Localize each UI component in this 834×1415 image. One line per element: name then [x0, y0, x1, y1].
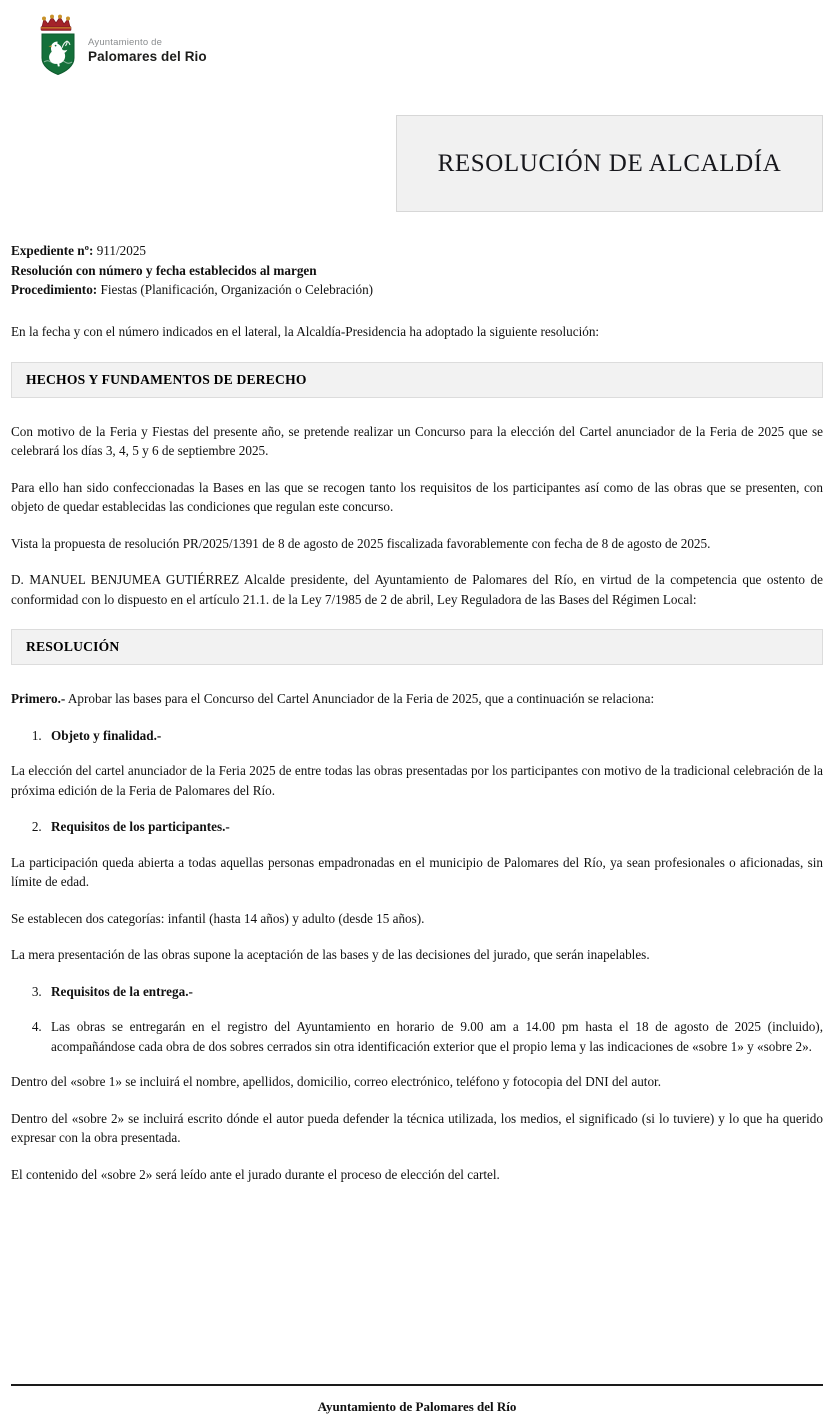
- objeto-finalidad-paragraph: La elección del cartel anunciador de la Feria 2025 de entre todas las obras presentadas por los participantes con motivo de la tradicional celebración de la próxima edición de la Feria de Palomares del Río.: [11, 763, 823, 798]
- page-footer: [11, 1384, 823, 1415]
- hechos-paragraph-3: Vista la propuesta de resolución PR/2025/1391 de 8 de agosto de 2025 fiscalizada favorablemente con fecha de 8 de agosto de 2025.: [11, 535, 711, 551]
- organization-prefix: Ayuntamiento de: [88, 36, 163, 48]
- list-item: 3. Requisitos de la entrega.-: [45, 982, 823, 1002]
- participantes-paragraph-3: La mera presentación de las obras supone la aceptación de las bases y de las decisiones del jurado, que serán inapelables.: [11, 947, 650, 962]
- hechos-paragraph-2: Para ello han sido confeccionadas la Bases en las que se recogen tanto los requisitos de los participantes así como de las obras que se presenten, con objeto de quedar establecidas las condiciones que regulan este concurso.: [11, 479, 823, 514]
- primero-text: Aprobar las bases para el Concurso del Cartel Anunciador de la Feria de 2025, que a continuación se relaciona:: [65, 691, 655, 706]
- hechos-paragraph-4: D. MANUEL BENJUMEA GUTIÉRREZ Alcalde presidente, del Ayuntamiento de Palomares del Río, en virtud de la competencia que ostento de conformidad con lo dispuesto en el artículo 21.1. de la Ley 7/1985 de 2 de abril, Ley Reguladora de las Bases del Régimen Local:: [11, 572, 823, 607]
- resolucion-primero: [11, 689, 823, 709]
- document-title-box: [396, 115, 823, 212]
- section-heading-hechos: HECHOS Y FUNDAMENTOS DE DERECHO: [11, 362, 823, 398]
- coat-of-arms-icon: [37, 14, 79, 76]
- section-heading-resolucion: RESOLUCIÓN: [11, 629, 823, 665]
- intro-paragraph: En la fecha y con el número indicados en el lateral, la Alcaldía-Presidencia ha adoptado la siguiente resolución:: [11, 324, 600, 339]
- bases-list-item-3-group: [11, 982, 823, 1002]
- metadata-procedimiento: [11, 280, 823, 300]
- sobre2-paragraph: Dentro del «sobre 2» se incluirá escrito dónde el autor pueda defender la técnica utilizada, los medios, el significado (si lo tuviere) y lo que ha querido expresar con la obra presentada.: [11, 1110, 823, 1145]
- sobre2-lectura-paragraph: El contenido del «sobre 2» será leído ante el jurado durante el proceso de elección del cartel.: [11, 1166, 500, 1182]
- letterhead: [11, 0, 823, 98]
- expediente-label: Expediente nº:: [11, 243, 94, 258]
- procedimiento-value: Fiestas (Planificación, Organización o Celebración): [100, 282, 374, 297]
- bases-list-item-1-group: [11, 726, 823, 746]
- list-item: 1. Objeto y finalidad.-: [45, 726, 823, 746]
- page-title: RESOLUCIÓN DE ALCALDÍA: [437, 149, 782, 177]
- metadata-expediente: [11, 241, 823, 261]
- organization-name-block: [88, 26, 207, 64]
- list-item: 4. Las obras se entregarán en el registro del Ayuntamiento en horario de 9.00 am a 14.00 pm hasta el 18 de agosto de 2025 (incluido), acompañándose cada obra de dos sobres cerrados sin otra identificación exterior que el propio lema y las indicaciones de «sobre 1» y «sobre 2».: [45, 1017, 823, 1056]
- metadata-margin-note: Resolución con número y fecha establecidos al margen: [11, 262, 317, 278]
- document-metadata: [11, 241, 823, 300]
- participantes-paragraph-2: Se establecen dos categorías: infantil (hasta 14 años) y adulto (desde 15 años).: [11, 910, 425, 926]
- bases-list-item-4-group: [11, 1017, 823, 1056]
- organization-logo: [37, 14, 823, 76]
- document-body: [11, 322, 823, 1184]
- list-item: 2. Requisitos de los participantes.-: [45, 817, 823, 837]
- bases-list-item-2-group: [11, 817, 823, 837]
- primero-label: Primero.-: [11, 691, 66, 706]
- footer-organization-name: Ayuntamiento de Palomares del Río: [317, 1399, 517, 1414]
- procedimiento-label: Procedimiento:: [11, 282, 98, 297]
- expediente-value: 911/2025: [96, 243, 147, 258]
- hechos-paragraph-1: Con motivo de la Feria y Fiestas del presente año, se pretende realizar un Concurso para la elección del Cartel anunciador de la Feria de 2025 que se celebrará los días 3, 4, 5 y 6 de septiembre 2025.: [11, 423, 823, 458]
- sobre1-paragraph: Dentro del «sobre 1» se incluirá el nombre, apellidos, domicilio, correo electrónico, teléfono y fotocopia del DNI del autor.: [11, 1074, 662, 1089]
- participantes-paragraph-1: La participación queda abierta a todas aquellas personas empadronadas en el municipio de Palomares del Río, ya sean profesionales o aficionadas, sin límite de edad.: [11, 854, 823, 889]
- footer-divider: [11, 1384, 823, 1386]
- organization-name: Palomares del Rio: [88, 48, 207, 64]
